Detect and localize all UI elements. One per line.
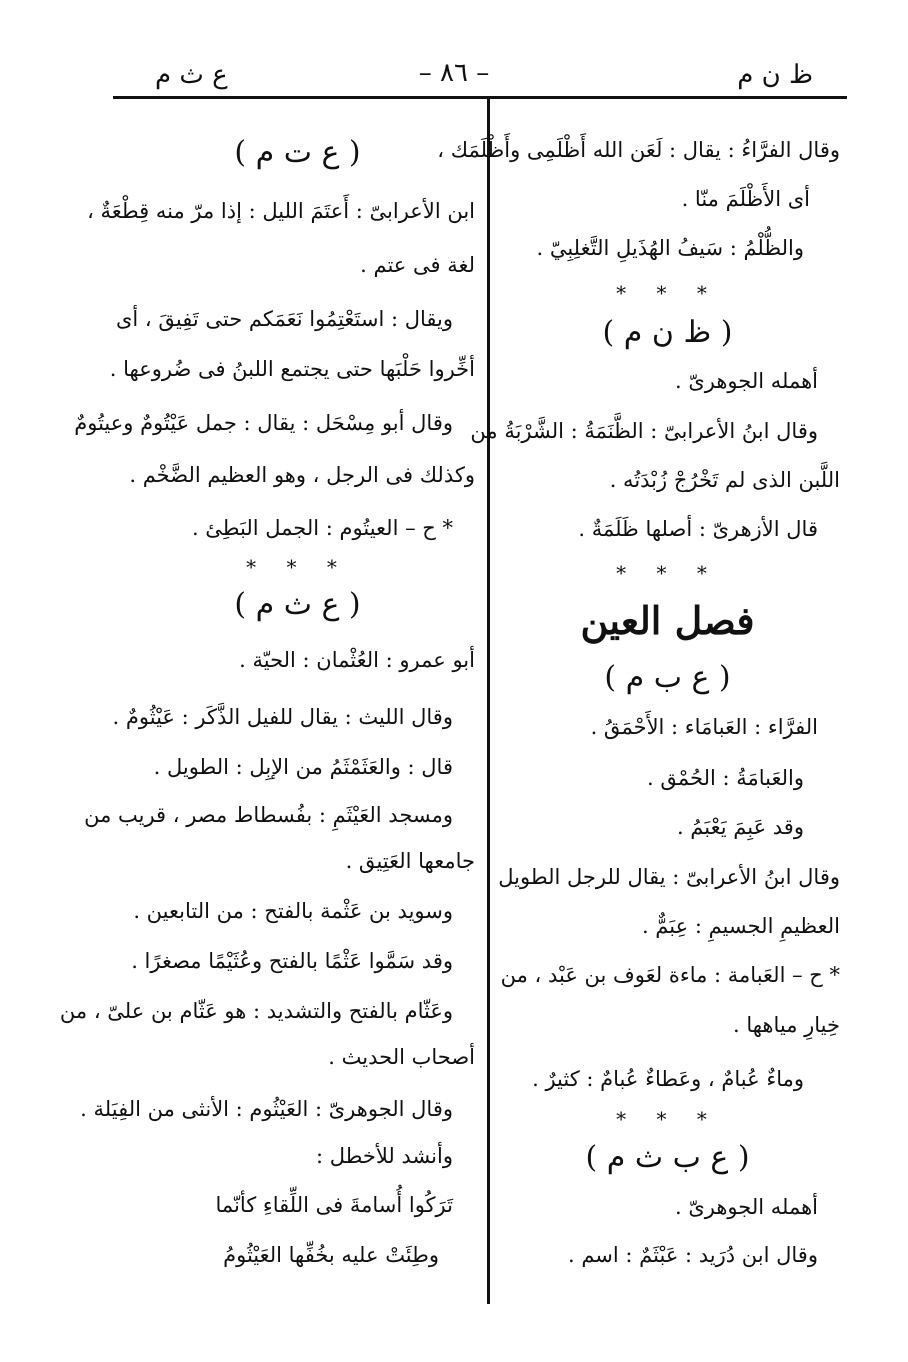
text-line: أى الأَظْلَمَ منّا . — [681, 187, 810, 211]
separator-stars: * * * — [616, 1107, 719, 1131]
text-line: وقال أبو مِسْحَل : يقال : جمل عَيْتُومٌ وعيتُومٌ — [74, 411, 453, 435]
column-divider — [487, 99, 490, 1304]
text-line: وكذلك فى الرجل ، وهو العظيم الضَّخْم . — [129, 463, 475, 487]
text-line: وقال ابنُ الأعرابىّ : يقال للرجل الطويل — [498, 865, 840, 889]
text-line: الفرَّاء : العَبامَاء : الأَحْمَقُ . — [590, 715, 818, 739]
separator-stars: * * * — [616, 281, 719, 305]
text-line: ابن الأعرابىّ : أَعتَمَ الليل : إذا مرّ منه قِطْعَةٌ ، — [87, 199, 475, 223]
verse-line: تَرَكُوا أُسامةَ فى اللِّقاءِ كأنّما — [215, 1193, 453, 1217]
text-line: العظيمِ الجسيمِ : عِبَمٌّ . — [641, 914, 840, 938]
page-number: – ٨٦ – — [418, 58, 490, 88]
header-rule — [113, 96, 847, 99]
root-heading: ( ع ب م ) — [604, 660, 731, 695]
text-line: وأنشد للأخطل : — [315, 1144, 453, 1168]
text-line: أصحاب الحديث . — [328, 1045, 475, 1069]
root-heading: ( ع ث م ) — [234, 587, 361, 622]
separator-stars: * * * — [616, 561, 719, 585]
text-line: لغة فى عتم . — [360, 253, 475, 277]
text-line: وقد سَمَّوا عَثْمًا بالفتح وعُثَيْمًا مصغرًا . — [131, 949, 453, 973]
text-line: ويقال : استَعْتِمُوا نَعَمَكم حتى تَفِيقَ ، أى — [115, 307, 453, 331]
header-root-left: ع ث م — [155, 60, 228, 90]
text-line: وقال الليث : يقال للفيل الذَّكَر : عَيْثُومٌ . — [112, 705, 453, 729]
text-line: وقال ابنُ الأعرابىّ : الظَّنَمَةُ : الشَّرْبَةُ من — [470, 419, 818, 443]
text-line: أخِّروا حَلْبَها حتى يجتمع اللبنُ فى ضُروعها . — [109, 357, 475, 381]
text-line: وعَثّام بالفتح والتشديد : هو عَثّام بن علىّ ، من — [59, 999, 453, 1023]
header-root-right: ظ ن م — [737, 60, 813, 90]
text-line: ومسجد العَيْثَمِ : بفُسطاط مصر ، قريب من — [84, 803, 453, 827]
text-line: * ح – العيتُوم : الجمل البَطِئ . — [191, 516, 453, 540]
text-line: وقال ابن دُرَيد : عَبْثَمٌ : اسم . — [567, 1243, 818, 1267]
verse-line: وطِئَتْ عليه بخُفِّها العَيْثُومُ — [223, 1243, 439, 1267]
text-line: وقال الفرَّاءُ : يقال : لَعَن الله أَظْلَمِى وأَظْلَمَك ، — [437, 138, 840, 162]
root-heading: ( ع ت م ) — [234, 135, 361, 170]
text-line: وماءٌ عُبامٌ ، وعَطاءٌ عُبامٌ : كثيرٌ . — [532, 1067, 804, 1091]
text-line: والظُّلْمُ : سَيفُ الهُذَيلِ التَّغلِبِيّ . — [536, 236, 804, 260]
text-line: اللَّبن الذى لم تَخْرُجْ زُبْدَتُه . — [609, 468, 840, 492]
text-line: خِيارِ مياهها . — [732, 1013, 840, 1037]
text-line: قال الأزهرىّ : أصلها ظَلَمَةٌ . — [578, 517, 818, 541]
text-line: والعَبامَةُ : الحُمْق . — [647, 766, 804, 790]
separator-stars: * * * — [246, 555, 349, 579]
text-line: جامعها العَتِيق . — [345, 849, 475, 873]
text-line: أبو عمرو : العُثْمان : الحيّة . — [239, 648, 475, 672]
text-line: أهمله الجوهرىّ . — [674, 369, 818, 393]
text-line: وقد عَبِمَ يَعْبَمُ . — [676, 815, 804, 839]
section-title: فصل العين — [580, 598, 755, 643]
text-line: * ح – العَبامة : ماءة لعَوف بن عَبْد ، من — [500, 963, 840, 987]
text-line: وقال الجوهرىّ : العَيْثُوم : الأنثى من الفِيَلة . — [80, 1097, 453, 1121]
root-heading: ( ظ ن م ) — [602, 315, 733, 350]
text-line: وسويد بن عَثْمة بالفتح : من التابعين . — [133, 899, 453, 923]
root-heading: ( ع ب ث م ) — [585, 1140, 750, 1175]
text-line: أهمله الجوهرىّ . — [674, 1195, 818, 1219]
text-line: قال : والعَثَمْثَمُ من الإبِل : الطويل . — [153, 755, 453, 779]
